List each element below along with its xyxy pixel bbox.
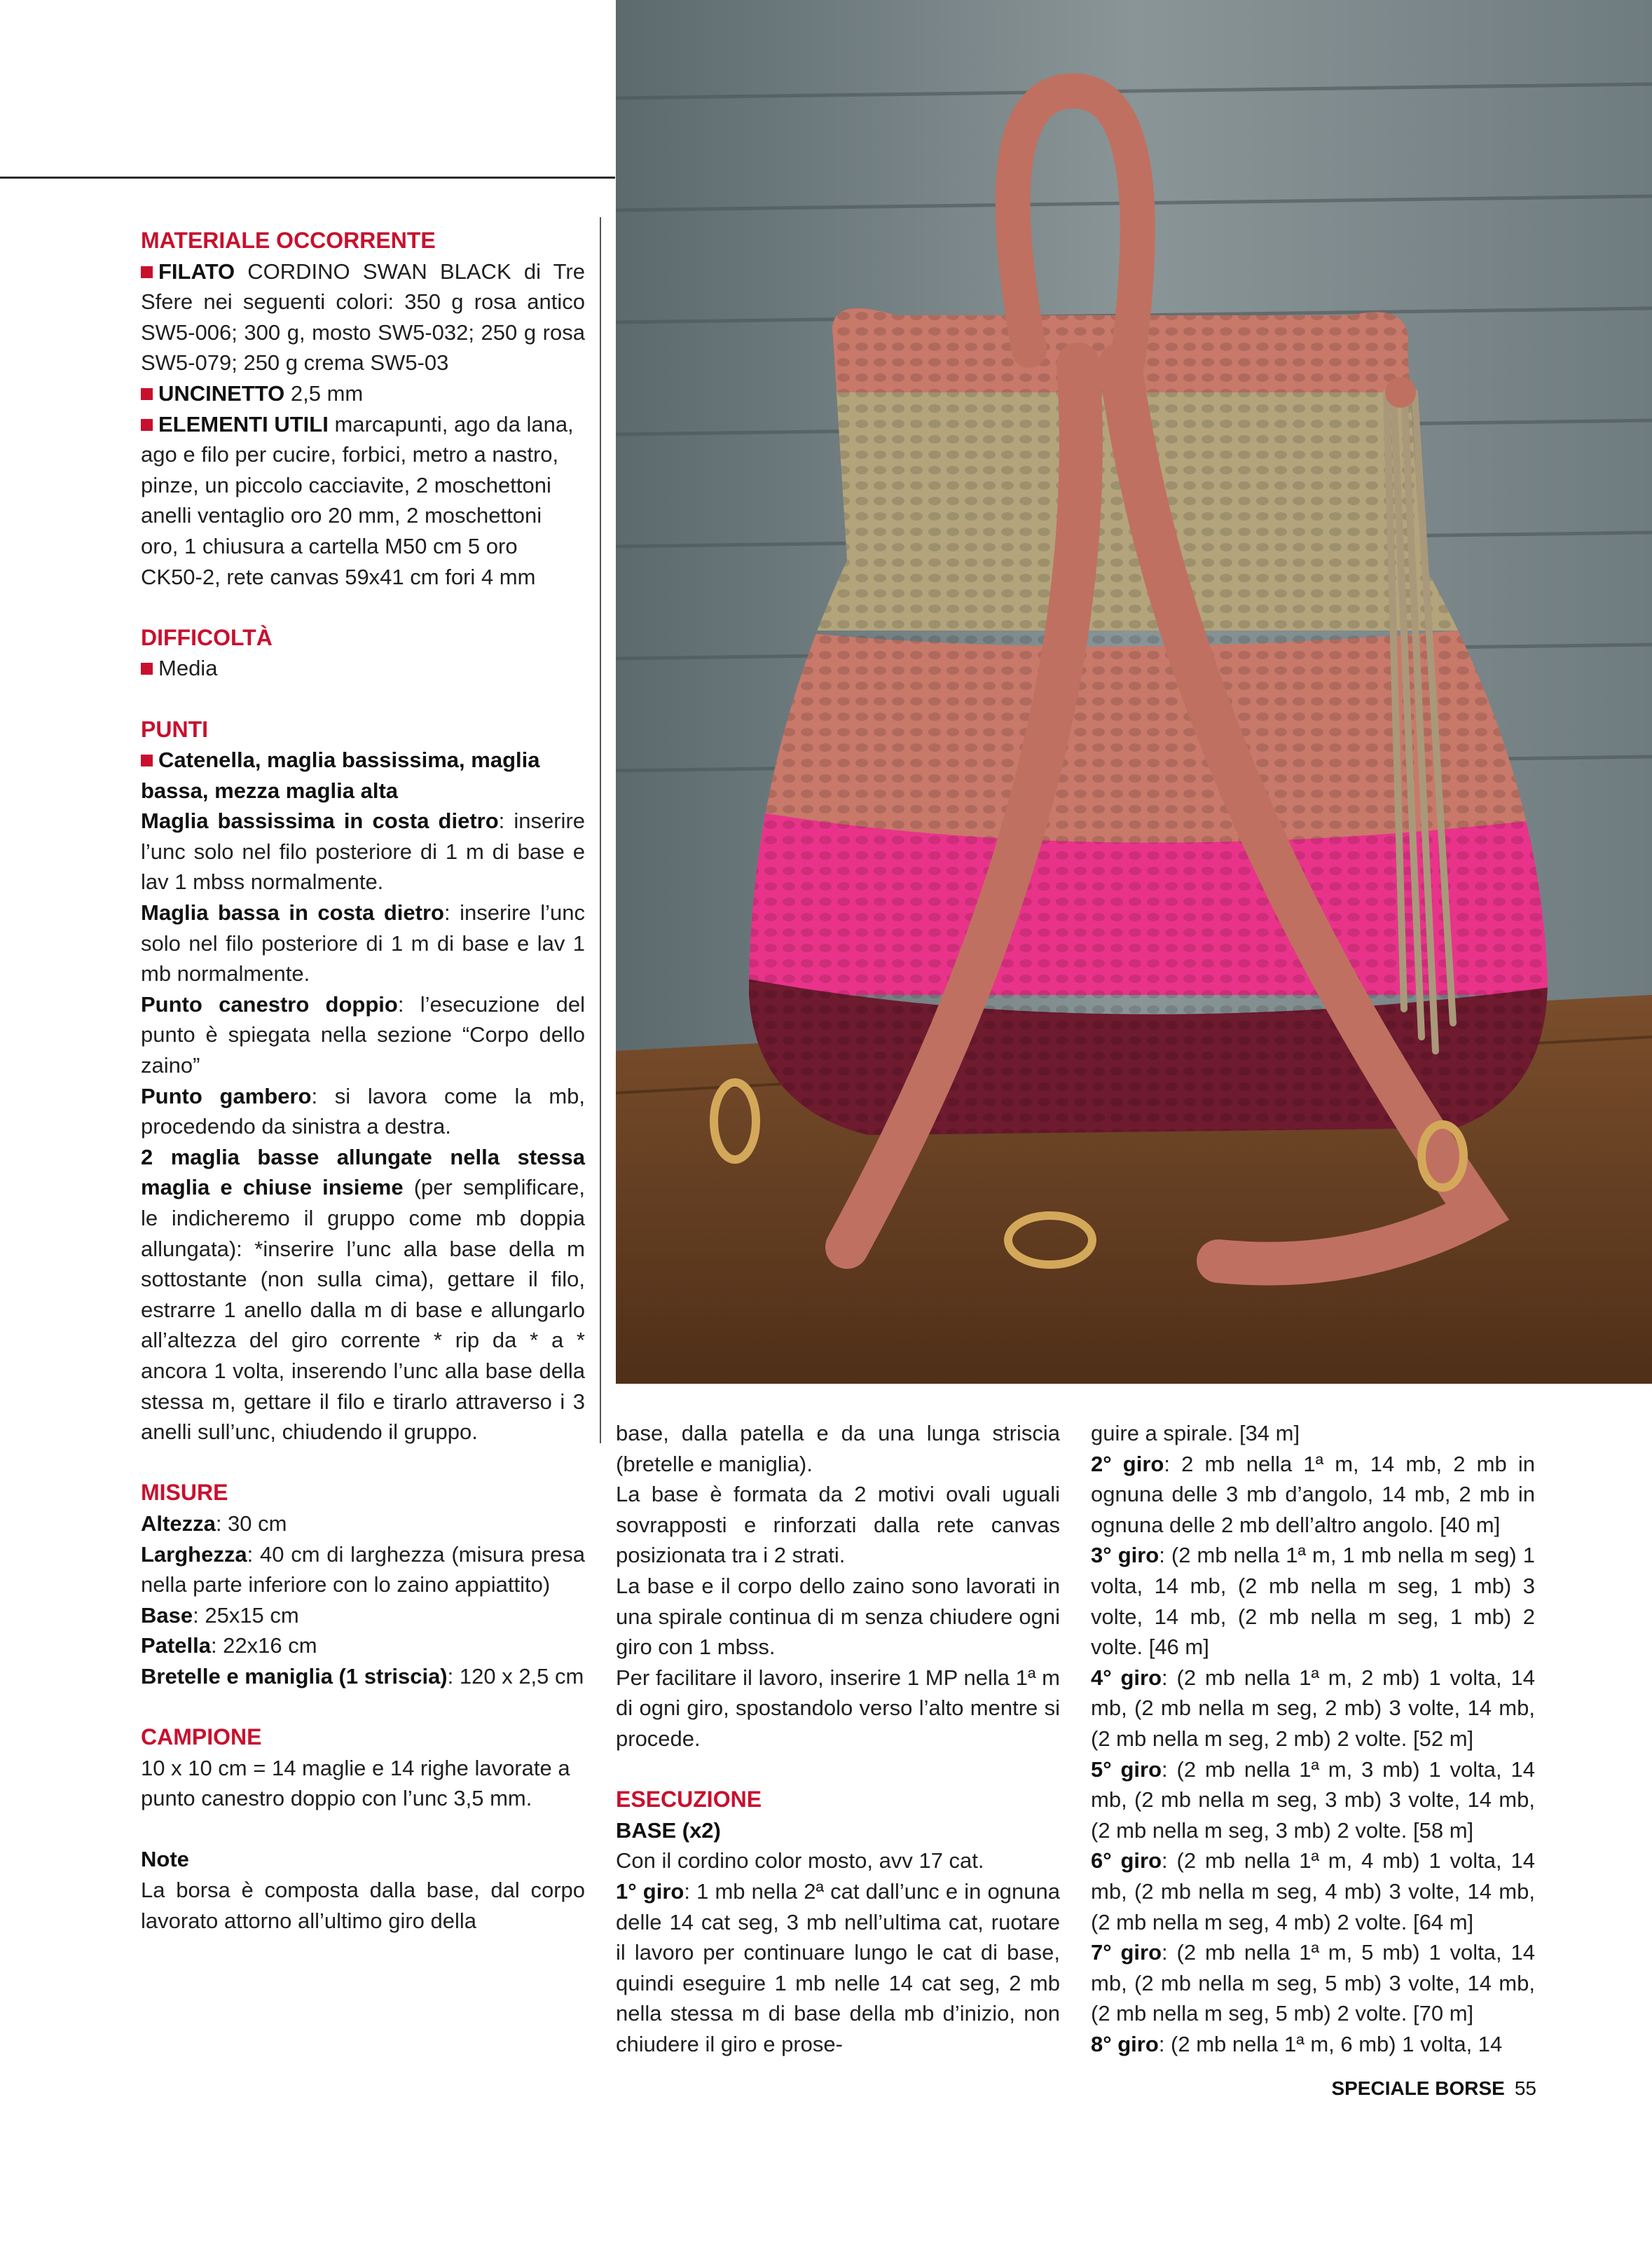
- base-intro: Con il cordino color mosto, avv 17 cat.: [616, 1848, 984, 1873]
- misura-altezza: Altezza: 30 cm: [141, 1511, 287, 1536]
- giro-3: 3° giro: (2 mb nella 1ª m, 1 mb nella m seg) 1 volta, 14 mb, (2 mb nella m seg, 1 mb) 3 volte, 14 mb, (2 mb nella m seg, 1 mb) 2 volte. [46 m]: [1091, 1543, 1535, 1660]
- giro-7: 7° giro: (2 mb nella 1ª m, 5 mb) 1 volta, 14 mb, (2 mb nella m seg, 5 mb) 3 volte, 14 mb, (2 mb nella m seg, 5 mb) 2 volte. [70 m]: [1091, 1940, 1535, 2026]
- spiral-description: La base e il corpo dello zaino sono lavorati in una spirale continua di m senza chiudere ogni giro con 1 mbss.: [616, 1573, 1060, 1660]
- red-square-bullet: [141, 663, 153, 675]
- punti-list: Catenella, maglia bassissima, maglia bassa, mezza maglia alta: [141, 748, 540, 803]
- column-3: [1091, 1418, 1535, 2059]
- campione-text: 10 x 10 cm = 14 maglie e 14 righe lavorate a punto canestro doppio con l’unc 3,5 mm.: [141, 1755, 570, 1811]
- giro-2: 2° giro: 2 mb nella 1ª m, 14 mb, 2 mb in ognuna delle 3 mb d’angolo, 14 mb, 2 mb in ognuna delle 2 mb dell’altro angolo. [40 m]: [1091, 1451, 1535, 1537]
- materiale-filato: FILATO CORDINO SWAN BLACK di Tre Sfere nei seguenti colori: 350 g rosa antico SW5-006; 300 g, mosto SW5-032; 250 g rosa SW5-079; 250 g crema SW5-03: [141, 259, 585, 376]
- section-title-difficolta: DIFFICOLTÀ: [141, 624, 273, 650]
- page-footer: [1331, 2077, 1536, 2100]
- giro-8: 8° giro: (2 mb nella 1ª m, 6 mb) 1 volta, 14: [1091, 2031, 1503, 2056]
- red-square-bullet: [141, 266, 153, 278]
- section-title-misure: MISURE: [141, 1480, 228, 1506]
- punto-mbss-costa: Maglia bassissima in costa dietro: inserire l’unc solo nel filo posteriore di 1 m di base e lav 1 mbss normalmente.: [141, 809, 586, 895]
- section-title-esecuzione: ESECUZIONE: [616, 1787, 762, 1813]
- column-1: [141, 226, 585, 1936]
- red-square-bullet: [141, 419, 153, 431]
- column-divider: [600, 217, 601, 1443]
- materiale-elementi: ELEMENTI UTILI marcapunti, ago da lana, ago e filo per cucire, forbici, metro a nastro, pinze, un piccolo cacciavite, 2 moschettoni anelli ventaglio oro 20 mm, 2 moschettoni oro, 1 chiusura a cartella M50 cm 5 oro CK50-2, rete canvas 59x41 cm fori 4 mm: [141, 411, 574, 589]
- crochet-backpack-illustration: [616, 0, 1652, 1384]
- backpack-photo: [616, 0, 1652, 1384]
- section-title-materiale: MATERIALE OCCORRENTE: [141, 228, 436, 253]
- giro-6: 6° giro: (2 mb nella 1ª m, 4 mb) 1 volta, 14 mb, (2 mb nella m seg, 4 mb) 3 volte, 14 mb, (2 mb nella m seg, 4 mb) 2 volte. [64 m]: [1091, 1848, 1535, 1934]
- giro-1-continued: guire a spirale. [34 m]: [1091, 1421, 1300, 1445]
- misura-bretelle: Bretelle e maniglia (1 striscia): 120 x 2,5 cm: [141, 1663, 584, 1689]
- section-title-punti: PUNTI: [141, 716, 208, 742]
- footer-section: SPECIALE BORSE: [1331, 2077, 1505, 2099]
- punto-mb-costa: Maglia bassa in costa dietro: inserire l’unc solo nel filo posteriore di 1 m di base e lav 1 mb normalmente.: [141, 900, 585, 986]
- base-description: La base è formata da 2 motivi ovali uguali sovrapposti e rinforzati dalla rete canvas posizionata tra i 2 strati.: [616, 1482, 1060, 1568]
- marker-tip: Per facilitare il lavoro, inserire 1 MP nella 1ª m di ogni giro, spostandolo verso l’alto mentre si procede.: [616, 1665, 1060, 1751]
- punto-canestro: Punto canestro doppio: l’esecuzione del punto è spiegata nella sezione “Corpo dello zaino”: [141, 991, 585, 1078]
- giro-4: 4° giro: (2 mb nella 1ª m, 2 mb) 1 volta, 14 mb, (2 mb nella m seg, 2 mb) 3 volte, 14 mb, (2 mb nella m seg, 2 mb) 2 volte. [52 m]: [1091, 1665, 1535, 1751]
- note-text-continued: base, dalla patella e da una lunga striscia (bretelle e maniglia).: [616, 1421, 1060, 1476]
- giro-5: 5° giro: (2 mb nella 1ª m, 3 mb) 1 volta, 14 mb, (2 mb nella m seg, 3 mb) 3 volte, 14 mb, (2 mb nella m seg, 3 mb) 2 volte. [58 m]: [1091, 1756, 1535, 1843]
- red-square-bullet: [141, 755, 153, 766]
- section-title-campione: CAMPIONE: [141, 1724, 262, 1750]
- red-square-bullet: [141, 388, 153, 400]
- subsection-base: BASE (x2): [616, 1817, 721, 1843]
- misura-patella: Patella: 22x16 cm: [141, 1633, 317, 1658]
- column-2: [616, 1418, 1060, 2059]
- difficolta-value: Media: [141, 653, 585, 684]
- punto-mb-allungate: 2 maglia basse allungate nella stessa maglia e chiuse insieme (per semplificare, le indicheremo il gruppo come mb doppia allungata): *inserire l’unc alla base della m sottostante (non sulla cima), gettare il filo, estrarre 1 anello dalla m di base e allungarlo all’altezza del giro corrente * rip da * a * ancora 1 volta, inserendo l’unc alla base della stessa m, gettare il filo e tirarlo attraverso i 3 anelli sull’unc, chiudendo il gruppo.: [141, 1144, 585, 1445]
- punto-gambero: Punto gambero: si lavora come la mb, procedendo da sinistra a destra.: [141, 1083, 585, 1139]
- misura-base: Base: 25x15 cm: [141, 1602, 299, 1628]
- giro-1: 1° giro: 1 mb nella 2ª cat dall’unc e in ognuna delle 14 cat seg, 3 mb nell’ultima cat, ruotare il lavoro per continuare lungo le cat di base, quindi eseguire 1 mb nelle 14 cat seg, 2 mb nella stessa m di base della mb d’inizio, non chiudere il giro e prose-: [616, 1878, 1060, 2056]
- header-rule: [0, 177, 615, 179]
- misura-larghezza: Larghezza: 40 cm di larghezza (misura presa nella parte inferiore con lo zaino appiattito): [141, 1541, 585, 1597]
- materiale-uncinetto: UNCINETTO 2,5 mm: [141, 378, 585, 409]
- page-number: 55: [1514, 2077, 1536, 2099]
- note-text: La borsa è composta dalla base, dal corpo lavorato attorno all’ultimo giro della: [141, 1878, 585, 1933]
- section-title-note: Note: [141, 1847, 189, 1872]
